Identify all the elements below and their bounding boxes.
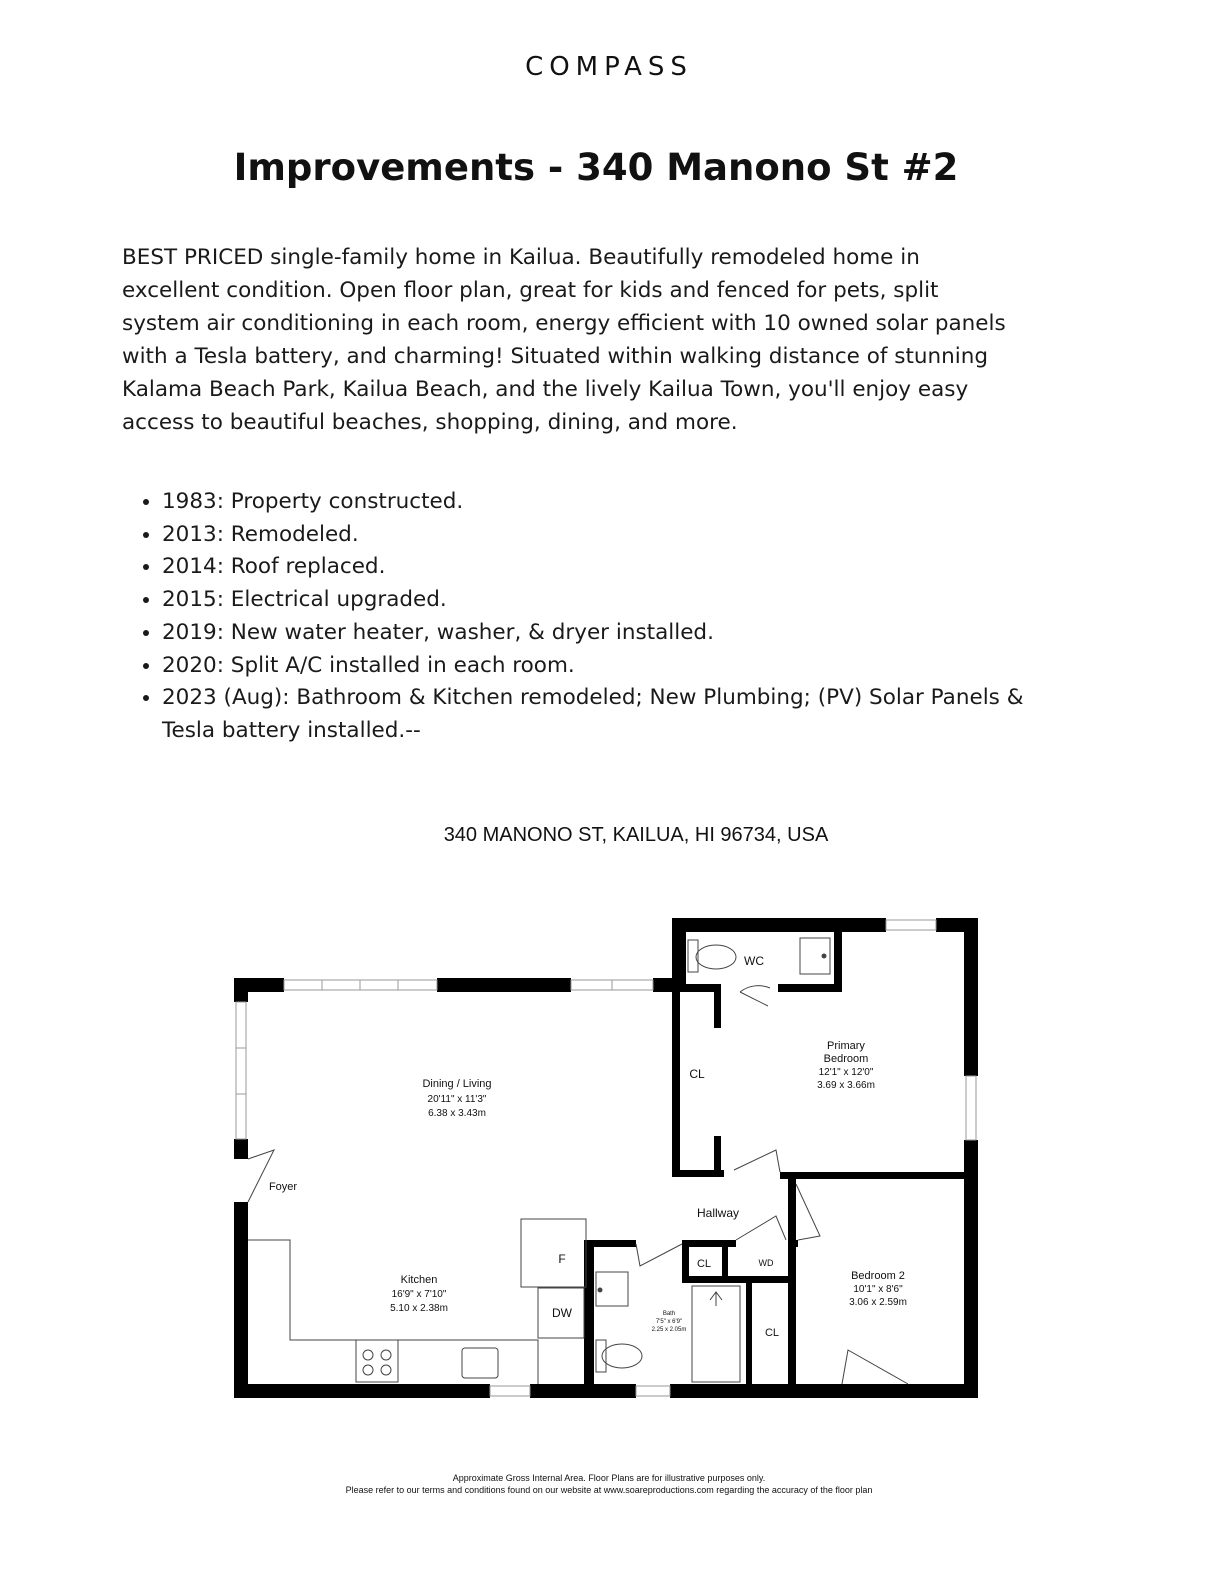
floor-plan-address: 340 MANONO ST, KAILUA, HI 96734, USA	[443, 824, 829, 846]
fridge-label: F	[558, 1252, 566, 1266]
disclaimer-line: Approximate Gross Internal Area. Floor Plans are for illustrative purposes only.	[452, 1473, 766, 1483]
kitchen-dims: 16'9" x 7'10"	[391, 1289, 447, 1300]
washer-dryer-label: WD	[758, 1258, 774, 1268]
list-item: • 2019: New water heater, washer, & dryer installed.	[162, 617, 1062, 650]
bath-label: Bath	[662, 1311, 676, 1317]
stove-icon	[356, 1340, 398, 1382]
dining-living-label: Dining / Living	[422, 1078, 492, 1090]
wc-label: WC	[744, 954, 764, 968]
closet-label: CL	[696, 1258, 712, 1270]
dishwasher-label: DW	[552, 1306, 572, 1320]
windows	[236, 920, 976, 1396]
sink-icon	[462, 1348, 498, 1378]
primary-bedroom-dims-metric: 3.69 x 3.66m	[817, 1080, 875, 1091]
dining-living-dims: 20'11" x 11'3"	[427, 1094, 487, 1105]
bath-toilet-icon	[602, 1344, 642, 1368]
list-item: • 2014: Roof replaced.	[162, 551, 1062, 584]
list-item: • 2020: Split A/C installed in each room.	[162, 650, 1062, 683]
fixtures	[248, 938, 908, 1384]
property-description: BEST PRICED single-family home in Kailua. Beautifully remodeled home in excellent condition. Open floor plan, great for kids and fenced for pets, split system air conditioning in each room, energy efficient with 10 owned solar panels with a Tesla battery, and charming! Situated within walking distance of stunning Kalama Beach Park, Kailua Beach, and the lively Kailua Town, you'll enjoy easy access to beautiful beaches, shopping, dining, and more.	[122, 245, 1006, 435]
bedroom-2-label: Bedroom 2	[851, 1270, 905, 1282]
foyer-label: Foyer	[268, 1181, 298, 1193]
hallway-label: Hallway	[696, 1206, 740, 1220]
kitchen-dims-metric: 5.10 x 2.38m	[390, 1303, 448, 1314]
bedroom-2-dims: 10'1" x 8'6"	[853, 1284, 903, 1295]
list-item: • 1983: Property constructed.	[162, 486, 1062, 519]
closet-label: CL	[689, 1067, 705, 1081]
bath-dims: 7'5" x 6'9"	[655, 1319, 683, 1325]
compass-logo: COMPASS	[525, 52, 693, 82]
list-item: • 2023 (Aug): Bathroom & Kitchen remodeled; New Plumbing; (PV) Solar Panels & Tesla battery installed.--	[162, 682, 1062, 747]
page-title: Improvements - 340 Manono St #2	[233, 146, 959, 189]
bedroom-2-dims-metric: 3.06 x 2.59m	[849, 1297, 907, 1308]
kitchen-label: Kitchen	[400, 1274, 438, 1286]
primary-bedroom-label: Bedroom	[823, 1053, 869, 1065]
toilet-bowl-icon	[696, 945, 736, 969]
closet-label: CL	[764, 1327, 780, 1339]
list-item: • 2013: Remodeled.	[162, 519, 1062, 552]
list-item: • 2015: Electrical upgraded.	[162, 584, 1062, 617]
floor-plan-disclaimer	[0, 1472, 1218, 1496]
primary-bedroom-label: Primary	[827, 1040, 865, 1052]
bath-dims-metric: 2.25 x 2.05m	[651, 1327, 687, 1333]
dining-living-dims-metric: 6.38 x 3.43m	[428, 1108, 486, 1119]
fridge-icon	[521, 1219, 586, 1287]
disclaimer-line: Please refer to our terms and conditions found on our website at www.soareproductions.com regarding the accuracy of the floor plan	[345, 1485, 873, 1495]
primary-bedroom-dims: 12'1" x 12'0"	[818, 1067, 874, 1078]
